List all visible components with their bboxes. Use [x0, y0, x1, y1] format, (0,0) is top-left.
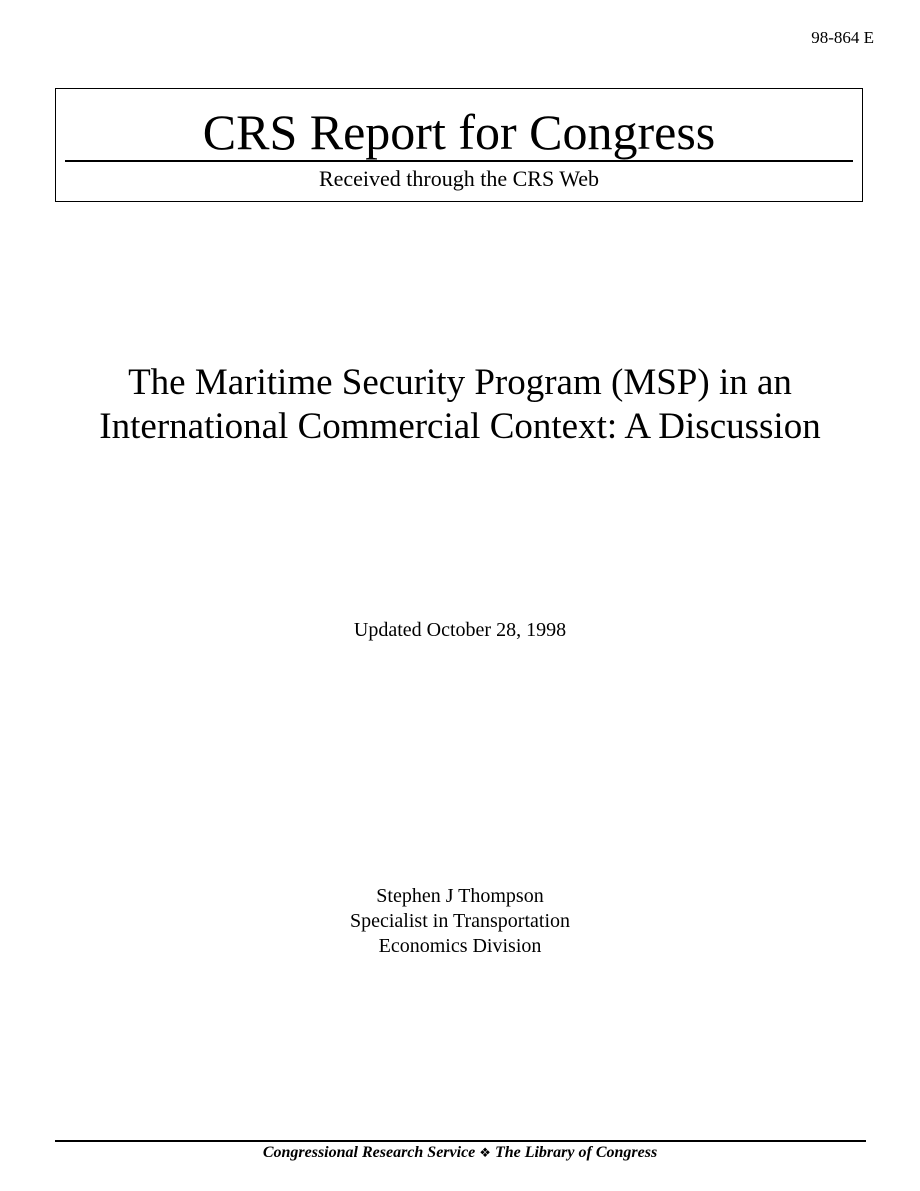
author-position: Specialist in Transportation — [350, 910, 570, 932]
report-series-title: CRS Report for Congress — [202, 104, 716, 160]
report-header-box — [55, 88, 863, 202]
author-name: Stephen J Thompson — [376, 885, 544, 907]
document-title — [40, 361, 880, 449]
diamond-separator-icon: ❖ — [479, 1146, 491, 1161]
document-title-line-1: The Maritime Security Program (MSP) in an — [128, 362, 792, 403]
author-division: Economics Division — [378, 935, 542, 957]
footer-library: The Library of Congress — [494, 1144, 658, 1161]
document-title-line-2: International Commercial Context: A Discussion — [99, 406, 821, 447]
author-block — [0, 884, 920, 959]
report-series-subtitle: Received through the CRS Web — [318, 166, 600, 191]
footer-divider — [55, 1140, 866, 1142]
header-divider — [65, 160, 853, 162]
report-number: 98-864 E — [811, 28, 874, 47]
footer-organization: Congressional Research Service — [262, 1144, 476, 1161]
updated-date: Updated October 28, 1998 — [353, 619, 567, 641]
footer — [0, 1143, 920, 1164]
